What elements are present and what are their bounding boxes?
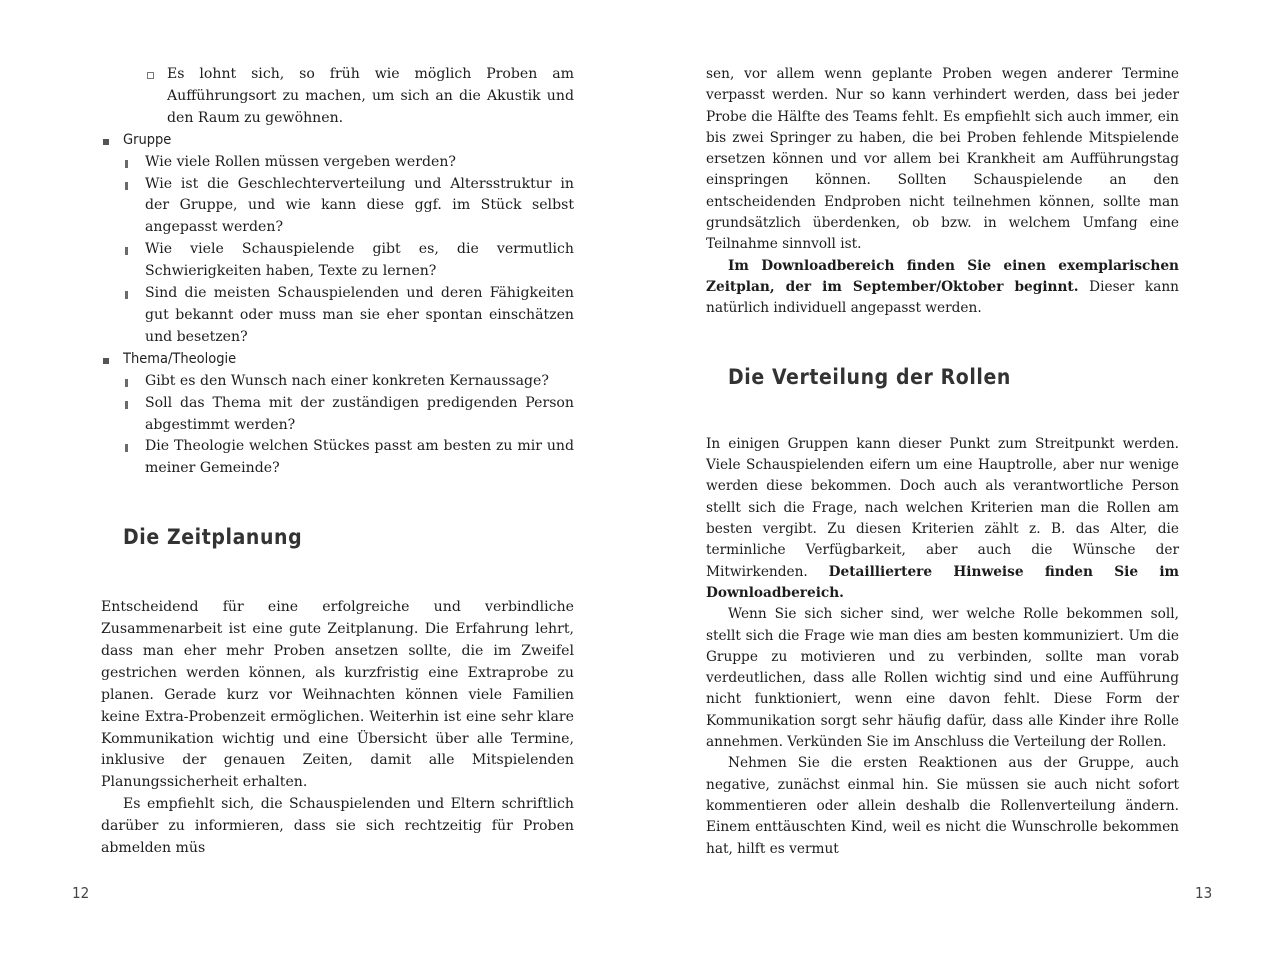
body-paragraph: Es empfiehlt sich, die Schauspielenden und Eltern schriftlich darüber zu informieren, dass sie sich rechtzeitig für Proben abmelden müs: [101, 796, 574, 857]
bold-text: Detailliertere Hinweise finden Sie im Downloadbereich.: [706, 563, 1179, 601]
body-paragraph: Nehmen Sie die ersten Reaktionen aus der Gruppe, auch negative, zunächst einmal hin. Sie müssen sie auch nicht sofort kommentieren oder allein deshalb die Rollenverteilung ändern. Einem enttäuschten Kind, weil es nicht die Wunschrolle bekommen hat, hilft es vermut: [706, 755, 1179, 857]
list-item: Wie viele Schauspielende gibt es, die vermutlich Schwierigkeiten haben, Texte zu lernen?: [123, 239, 574, 283]
list-item: Es lohnt sich, so früh wie möglich Proben am Aufführungsort zu machen, um sich an die Akustik und den Raum zu gewöhnen.: [145, 64, 574, 130]
list-item: Wie ist die Geschlechterverteilung und Altersstruktur in der Gruppe, und wie kann diese ggf. im Stück selbst angepasst werden?: [123, 174, 574, 240]
left-text-column: [101, 64, 574, 860]
list-item: Soll das Thema mit der zuständigen predigenden Person abgestimmt werden?: [123, 393, 574, 437]
bold-text: Im Downloadbereich finden Sie einen exemplarischen Zeitplan, der im September/Oktober beginnt.: [706, 257, 1179, 295]
right-text-column: [706, 64, 1179, 860]
list-item: Wie viele Rollen müssen vergeben werden?: [123, 152, 574, 174]
list-group-gruppe: [101, 130, 574, 349]
list-group-thema: [101, 349, 574, 480]
question-list: [123, 152, 574, 349]
right-page: [640, 0, 1280, 971]
body-paragraph: Wenn Sie sich sicher sind, wer welche Rolle bekommen soll, stellt sich die Frage wie man dies am besten kommuniziert. Um die Gruppe zu motivieren und zu verbinden, sollte man vorab verdeutlichen, dass alle Rollen wichtig sind und eine Aufführung nicht funktioniert, wenn eine davon fehlt. Diese Form der Kommunikation sorgt sehr häufig dafür, dass alle Kinder ihre Rolle annehmen. Verkünden Sie im Anschluss die Verteilung der Rollen.: [706, 606, 1179, 751]
body-text: Dieser kann natürlich individuell angepasst werden.: [706, 278, 1179, 317]
download-hint-paragraph: [706, 256, 1179, 320]
nested-sub-list: [101, 64, 574, 130]
section-heading: Die Zeitplanung: [123, 525, 303, 550]
page-number: 13: [1195, 884, 1213, 902]
body-text: In einigen Gruppen kann dieser Punkt zum Streitpunkt werden. Viele Schauspielenden eifern um eine Hauptrolle, aber nur wenige werden diese bekommen. Doch auch als verantwortliche Person stellt sich die Frage, nach welchen Kriterien man die Rollen am besten vergibt. Zu diesen Kriterien zählt z. B. das Alter, die terminliche Verfügbarkeit, aber auch die Wünsche der Mitwirkenden.: [706, 435, 1179, 580]
question-list: [123, 371, 574, 481]
list-group-title: Gruppe: [123, 131, 172, 148]
topic-list: [101, 130, 574, 481]
list-item: Sind die meisten Schauspielenden und deren Fähigkeiten gut bekannt oder muss man sie eher spontan einschätzen und besetzen?: [123, 283, 574, 349]
list-item: Gibt es den Wunsch nach einer konkreten Kernaussage?: [123, 371, 574, 393]
body-paragraph: [706, 434, 1179, 604]
list-item: Die Theologie welchen Stückes passt am besten zu mir und meiner Gemeinde?: [123, 436, 574, 480]
body-paragraph: Entscheidend für eine erfolgreiche und verbindliche Zusammenarbeit ist eine gute Zeitplanung. Die Erfahrung lehrt, dass man eher mehr Proben ansetzen sollte, die im Zweifel gestrichen werden können, als kurzfristig eine Extraprobe zu planen. Gerade kurz vor Weihnachten können viele Familien keine Extra-Probenzeit ermöglichen. Weiterhin ist eine sehr klare Kommunikation wichtig und eine Übersicht über alle Termine, inklusive der genauen Zeiten, damit alle Mitspielenden Planungssicherheit erhalten.: [101, 599, 574, 791]
section-heading: Die Verteilung der Rollen: [728, 364, 1011, 389]
body-paragraph: sen, vor allem wenn geplante Proben wegen anderer Termine verpasst werden. Nur so kann verhindert werden, dass bei jeder Probe die Hälfte des Teams fehlt. Es empfiehlt sich auch immer, ein bis zwei Springer zu haben, die bei Proben fehlende Mitspielende ersetzen können und vor allem bei Krankheit am Aufführungstag einspringen können. Sollten Schauspielende an den entscheidenden Endproben nicht teilnehmen können, sollte man grundsätzlich überdenken, ob bzw. in welchem Umfang eine Teilnahme sinnvoll ist.: [706, 66, 1179, 253]
list-group-title: Thema/Theologie: [123, 350, 237, 367]
page-number: 12: [72, 884, 90, 902]
